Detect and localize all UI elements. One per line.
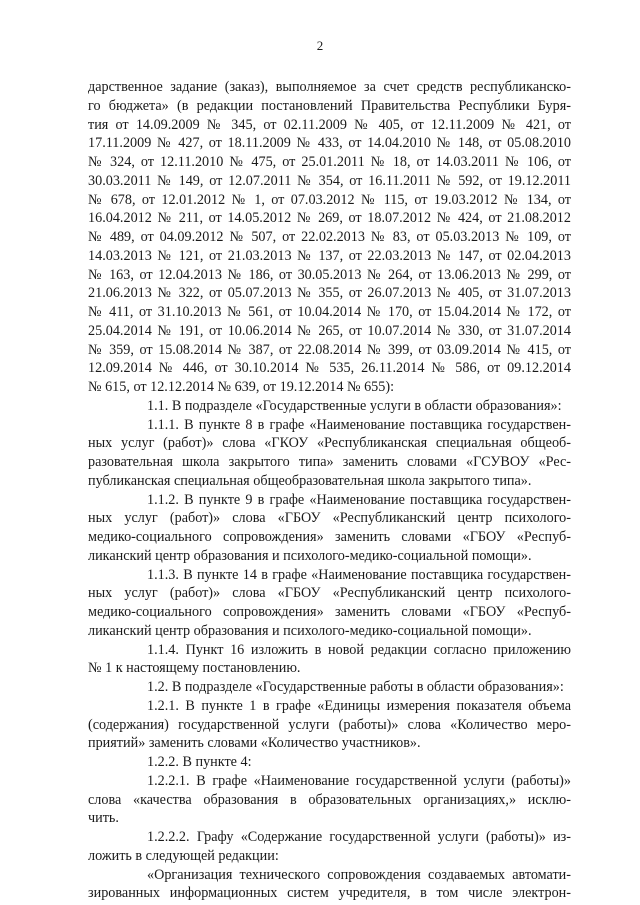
text-line: медико-социального сопровождения» заменить словами «ГБОУ «Респуб-	[88, 529, 571, 545]
text-line: 30.03.2011 № 149, от 12.07.2011 № 354, от 16.11.2011 № 592, от 19.12.2011	[88, 172, 571, 189]
text-line: № 359, от 15.08.2014 № 387, от 22.08.2014 № 399, от 03.09.2014 № 415, от	[88, 341, 571, 358]
text-line: № 678, от 12.01.2012 № 1, от 07.03.2012 № 115, от 19.03.2012 № 134, от	[88, 191, 571, 208]
text-line: чить.	[88, 810, 119, 827]
page-number: 2	[316, 38, 324, 53]
document-body	[88, 78, 571, 903]
text-line: го бюджета» (в редакции постановлений Правительства Республики Буря-	[88, 97, 571, 114]
text-line: 1.1.4. Пункт 16 изложить в новой редакции согласно приложению	[147, 641, 571, 658]
text-line: 1.2.2.2. Графу «Содержание государственной услуги (работы)» из-	[147, 829, 571, 845]
text-line: 12.09.2014 № 446, от 30.10.2014 № 535, 26.11.2014 № 586, от 09.12.2014	[88, 360, 571, 377]
text-line: 1.2.1. В пункте 1 в графе «Единицы измерения показателя объема	[147, 697, 571, 714]
text-line: приятий» заменить словами «Количество участников».	[88, 735, 421, 752]
text-line: ликанский центр образования и психолого-медико-социальной помощи».	[88, 547, 532, 564]
text-line: 1.1.1. В пункте 8 в графе «Наименование поставщика государствен-	[147, 416, 571, 433]
text-line: № 324, от 12.11.2010 № 475, от 25.01.2011 № 18, от 14.03.2011 № 106, от	[88, 154, 571, 170]
text-line: ных услуг (работ)» слова «ГБОУ «Республиканский центр психолого-	[88, 585, 571, 602]
text-line: № 163, от 12.04.2013 № 186, от 30.05.2013 № 264, от 13.06.2013 № 299, от	[88, 266, 571, 283]
text-line: 1.1.3. В пункте 14 в графе «Наименование поставщика государствен-	[147, 566, 571, 583]
text-line: 1.2.2.1. В графе «Наименование государственной услуги (работы)»	[147, 772, 571, 789]
text-line: 16.04.2012 № 211, от 14.05.2012 № 269, от 18.07.2012 № 424, от 21.08.2012	[88, 210, 571, 227]
text-line: № 411, от 31.10.2013 № 561, от 10.04.2014 № 170, от 15.04.2014 № 172, от	[88, 304, 571, 320]
text-line: 1.1.2. В пункте 9 в графе «Наименование поставщика государствен-	[147, 491, 571, 508]
text-line: публиканская специальная общеобразовательная школа закрытого типа».	[88, 472, 532, 489]
text-line: № 615, от 12.12.2014 № 639, от 19.12.2014 № 655):	[88, 379, 395, 395]
text-line: ных услуг (работ)» слова «ГБОУ «Республиканский центр психолого-	[88, 510, 571, 527]
text-line: 1.2.2. В пункте 4:	[147, 754, 252, 770]
text-line: 21.06.2013 № 322, от 05.07.2013 № 355, от 26.07.2013 № 405, от 31.07.2013	[88, 285, 571, 302]
text-line: зированных информационных систем учредителя, в том числе электрон-	[88, 885, 571, 902]
text-line: разовательная школа закрытого типа» заменить словами «ГСУВОУ «Рес-	[88, 454, 571, 470]
text-line: № 489, от 04.09.2012 № 507, от 22.02.2013 № 83, от 05.03.2013 № 109, от	[88, 229, 571, 245]
text-line: № 1 к настоящему постановлению.	[88, 660, 301, 677]
text-line: 1.2. В подразделе «Государственные работы в области образования»:	[147, 679, 564, 695]
text-line: ных услуг (работ)» слова «ГКОУ «Республиканская специальная общеоб-	[88, 435, 571, 452]
text-line: ликанский центр образования и психолого-медико-социальной помощи».	[88, 622, 532, 639]
text-line: тия от 14.09.2009 № 345, от 02.11.2009 № 405, от 12.11.2009 № 421, от	[88, 116, 571, 133]
text-line: 25.04.2014 № 191, от 10.06.2014 № 265, от 10.07.2014 № 330, от 31.07.2014	[88, 322, 571, 339]
text-line: слова «качества образования в образовательных организациях,» исклю-	[88, 791, 571, 808]
text-line: ложить в следующей редакции:	[88, 847, 279, 864]
text-line: 1.1. В подразделе «Государственные услуги в области образования»:	[147, 397, 562, 414]
text-line: дарственное задание (заказ), выполняемое за счет средств республиканско-	[88, 79, 571, 95]
text-line: 14.03.2013 № 121, от 21.03.2013 № 137, от 22.03.2013 № 147, от 02.04.2013	[88, 247, 571, 264]
text-line: 17.11.2009 № 427, от 18.11.2009 № 433, от 14.04.2010 № 148, от 05.08.2010	[88, 135, 571, 152]
text-line: (содержания) государственной услуги (работы)» слова «Количество меро-	[88, 716, 571, 733]
text-line: медико-социального сопровождения» заменить словами «ГБОУ «Респуб-	[88, 604, 571, 620]
text-line: «Организация технического сопровождения создаваемых автомати-	[147, 866, 571, 883]
